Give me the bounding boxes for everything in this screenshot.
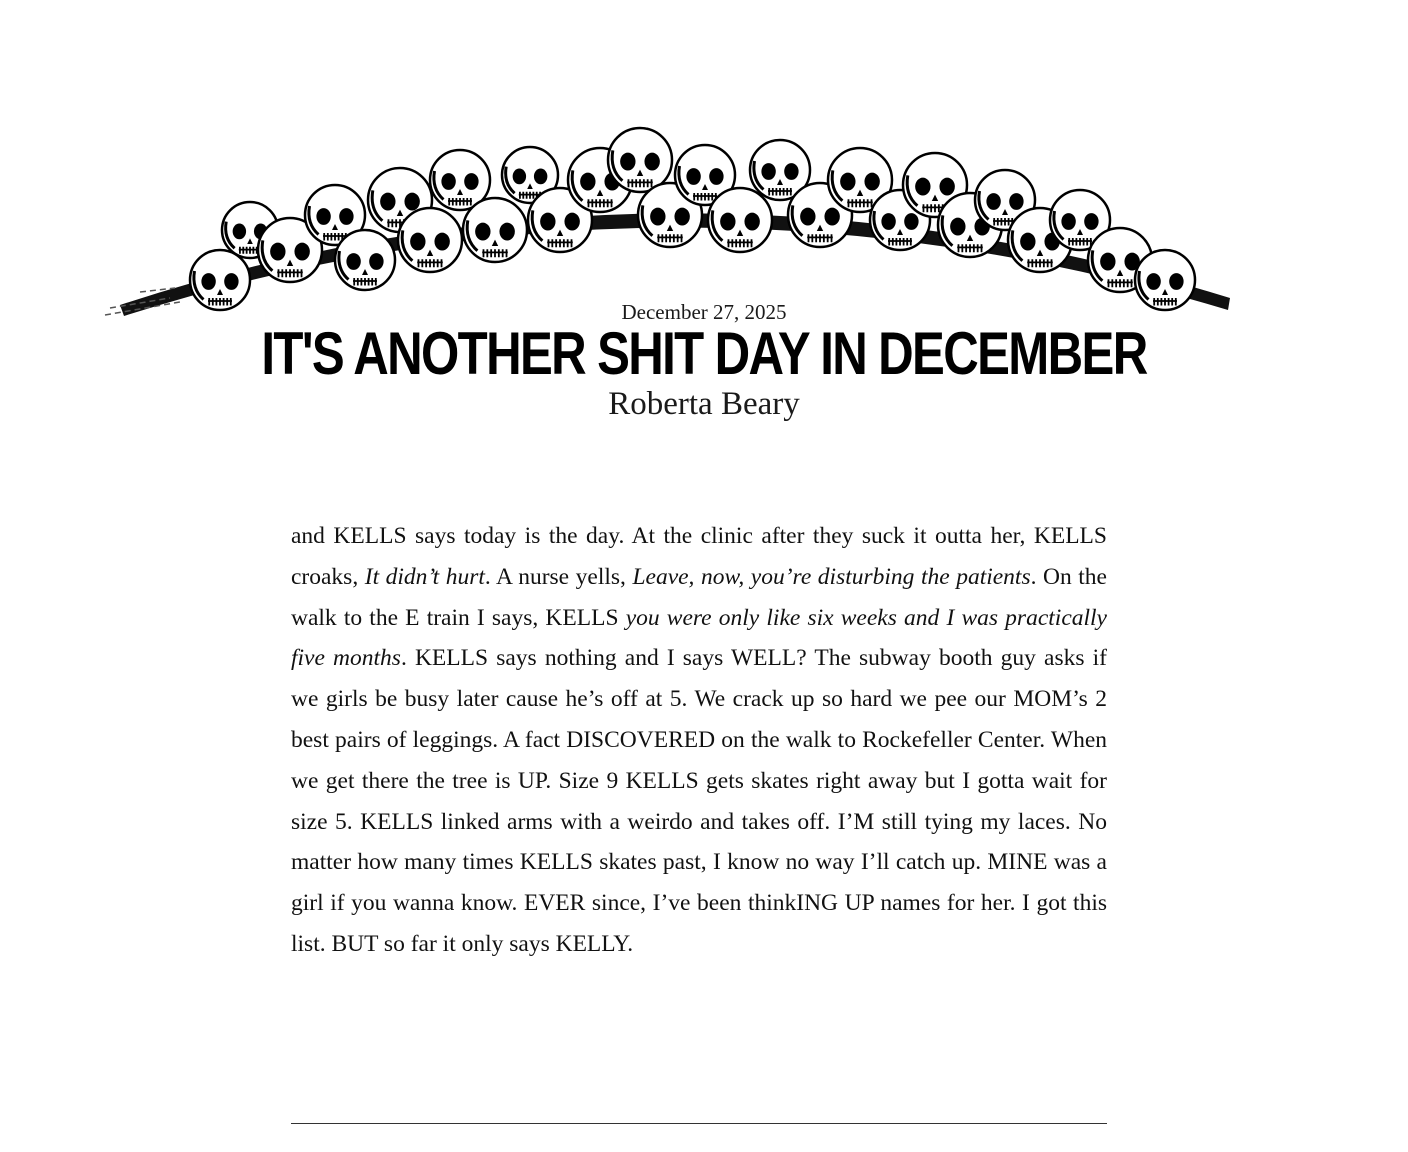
story-segment: . A nurse yells, [484,563,633,590]
story-text [291,516,1107,965]
story-segment: . KELLS says nothing and I says WELL? The subway booth guy asks if we girls be busy later cause he’s off at 5. We crack up so hard we pee our MOM’s 2 best pairs of leggings. A fact DISCOVERED on the walk to Rockefeller Center. When we get there the tree is UP. Size 9 KELLS gets skates right away but I gotta wait for size 5. KELLS linked arms with a weirdo and takes off. I’M still tying my laces. No matter how many times KELLS skates past, I know no way I’ll catch up. MINE was a girl if you wanna know. EVER since, I’ve been thinkING UP names for her. I got this list. BUT so far it only says KELLY. [291,645,1107,957]
skull-icon [708,188,772,252]
skull-icon [335,230,395,290]
skulls-banner-illustration [100,120,1240,330]
story-italic: It didn’t hurt [364,563,485,590]
story-italic: you were only like six weeks and I was practically five months [291,604,1107,672]
skull-icon [608,128,672,192]
story-italic: Leave, now, you’re disturbing the patients [632,563,1031,590]
publication-date: December 27, 2025 [621,300,787,324]
story-segment: and KELLS says today is the day. At the clinic after they suck it outta her, KELLS croaks, [291,523,1107,590]
page-title: IT'S ANOTHER SHIT DAY IN DECEMBER [261,320,1147,387]
story-segment: . On the walk to the E train I says, KELLS [291,563,1107,631]
author-name: Roberta Beary [608,386,800,422]
skull-icon [398,208,462,272]
skull-icon [463,198,527,262]
divider [291,1123,1107,1124]
